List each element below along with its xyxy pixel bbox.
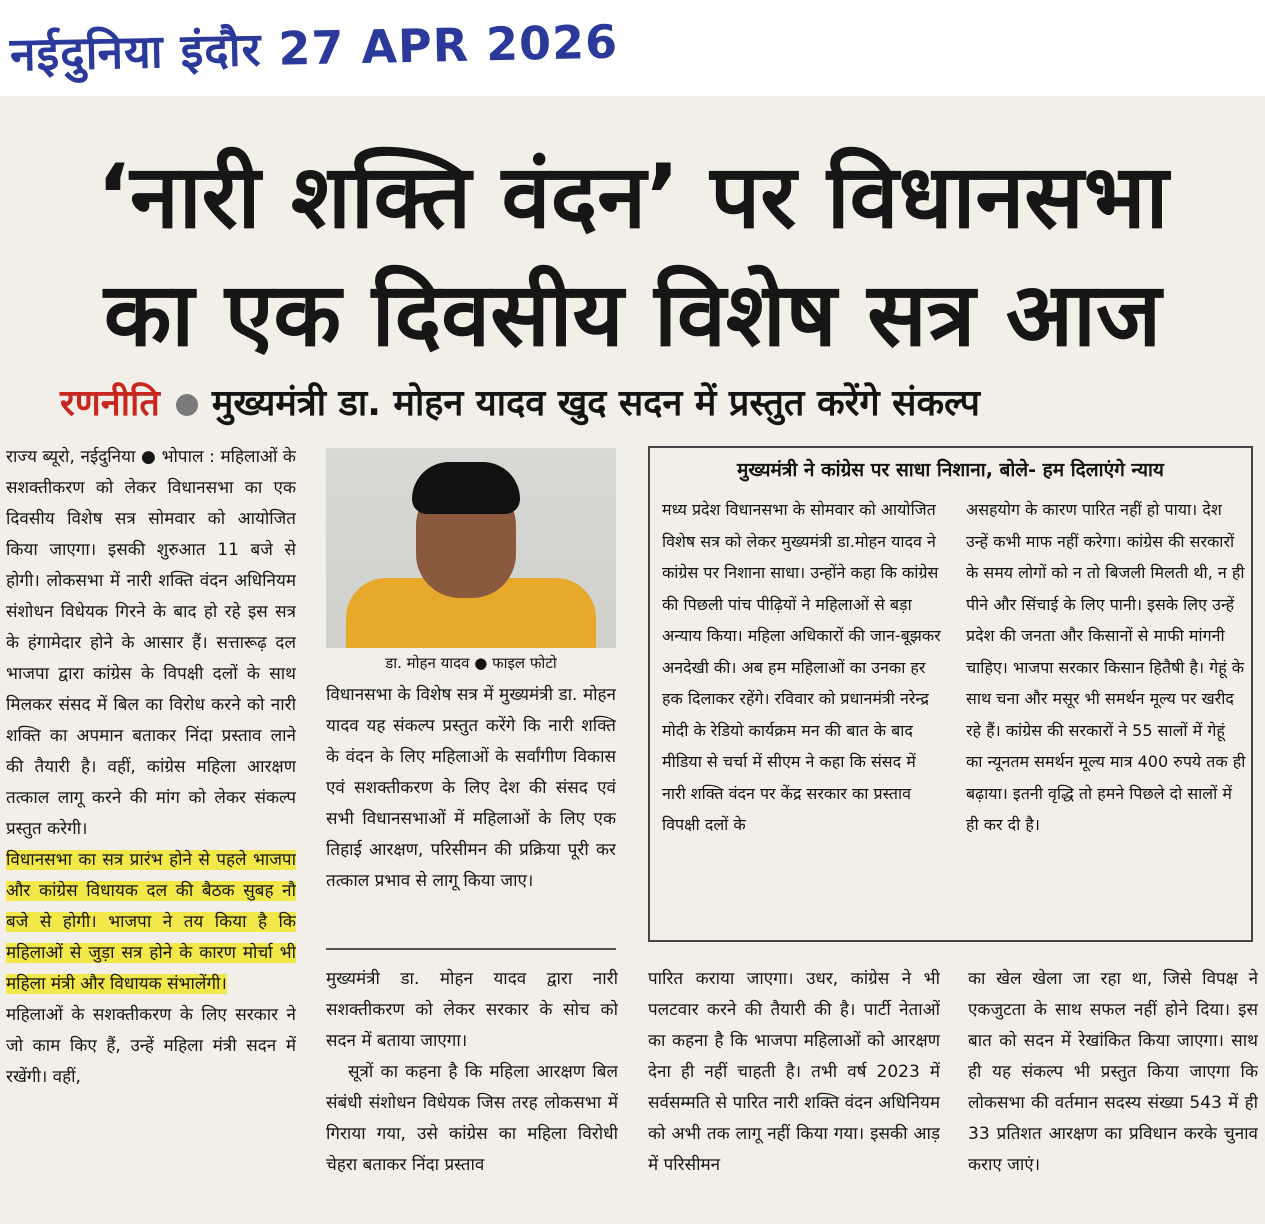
- article-intro: राज्य ब्यूरो, नईदुनिया ● भोपाल : महिलाओं के सशक्तीकरण को लेकर विधानसभा का एक दिवसीय विशेष सत्र सोमवार को आयोजित किया जाएगा। इसकी शुरुआत 11 बजे से होगी। लोकसभा में नारी शक्ति वंदन अधिनियम संशोधन विधेयक गिरने के बाद हो रहे इस सत्र के हंगामेदार होने के आसार हैं। सत्तारूढ़ दल भाजपा द्वारा कांग्रेस के विपक्षी दलों के साथ मिलकर संसद में बिल का विरोध करने को नारी शक्ति का अपमान बताकर निंदा प्रस्ताव लाने की तैयारी है। वहीं, कांग्रेस महिला आरक्षण तत्काल लागू करने की मांग को लेकर संकल्प प्रस्तुत करेगी।: [6, 447, 296, 839]
- subheadline: [60, 374, 980, 434]
- kicker-label: रणनीति: [60, 383, 160, 424]
- highlighted-passage: विधानसभा का सत्र प्रारंभ होने से पहले भाजपा और कांग्रेस विधायक दल की बैठक सुबह नौ बजे से होगी। भाजपा ने तय किया है कि महिलाओं से जुड़ा सत्र होने के कारण मोर्चा भी महिला मंत्री और विधायक संभालेंगी।: [6, 850, 296, 994]
- caption-credit: फाइल फोटो: [492, 654, 557, 672]
- bullet-icon: [176, 394, 198, 416]
- headline-line-2: का एक दिवसीय विशेष सत्र आज: [103, 263, 1162, 366]
- subheadline-text: मुख्यमंत्री डा. मोहन यादव खुद सदन में प्रस्तुत करेंगे संकल्प: [211, 383, 981, 424]
- box-column-left: मध्य प्रदेश विधानसभा के सोमवार को आयोजित विशेष सत्र को लेकर मुख्यमंत्री डा.मोहन यादव ने कांग्रेस पर निशाना साधा। उन्होंने कहा कि कांग्रेस की पिछली पांच पीढ़ियों ने महिलाओं से बड़ा अन्याय किया। महिला अधिकारों की जान-बूझकर अनदेखी की। अब हम महिलाओं का उनका हर हक दिलाकर रहेंगे। रविवार को प्रधानमंत्री नरेन्द्र मोदी के रेडियो कार्यक्रम मन की बात के बाद मीडिया से चर्चा में सीएम ने कहा कि संसद में नारी शक्ति वंदन पर केंद्र सरकार का प्रस्ताव विपक्षी दलों के: [662, 500, 941, 834]
- article-column-2: [326, 680, 616, 940]
- date-stamp: नईदुनिया इंदौर 27 APR 2026: [9, 14, 619, 82]
- photo-caption: [326, 650, 616, 676]
- resolution-paragraph: विधानसभा के विशेष सत्र में मुख्यमंत्री डा. मोहन यादव यह संकल्प प्रस्तुत करेंगे कि नारी शक्ति के वंदन के लिए महिलाओं के सर्वांगीण विकास एवं सशक्तीकरण के लिए देश की संसद एवं सभी विधानसभाओं में महिलाओं के लिए एक तिहाई आरक्षण, परिसीमन की प्रक्रिया पूरी कर तत्काल प्रभाव से लागू किया जाए।: [326, 685, 616, 891]
- caption-dot-icon: ●: [474, 654, 493, 672]
- cm-photo: [326, 448, 616, 648]
- bottom-paragraph-1: मुख्यमंत्री डा. मोहन यादव द्वारा नारी सशक्तीकरण को लेकर सरकार के सोच को सदन में बताया जाएगा।: [326, 969, 618, 1051]
- box-column-right: असहयोग के कारण पारित नहीं हो पाया। देश उन्हें कभी माफ नहीं करेगा। कांग्रेस की सरकारों के समय लोगों को न तो बिजली मिलती थी, न ही पीने और सिंचाई के लिए पानी। इसके लिए उन्हें प्रदेश की जनता और किसानों से माफी मांगनी चाहिए। भाजपा सरकार किसान हितैषी है। गेहूं के साथ चना और मसूर भी समर्थन मूल्य पर खरीद रहे हैं। कांग्रेस की सरकारों ने 55 सालों में गेहूं का न्यूनतम समर्थन मूल्य मात्र 400 रुपये तक ही बढ़ाया। इतनी वृद्धि तो हमने पिछले दो सालों में ही कर दी है।: [966, 500, 1246, 834]
- article-column-4: [648, 964, 940, 1220]
- article-column-3: [326, 964, 618, 1220]
- article-column-1: [6, 442, 296, 1222]
- caption-name: डा. मोहन यादव: [385, 654, 470, 672]
- box-title: मुख्यमंत्री ने कांग्रेस पर साधा निशाना, बोले- हम दिलाएंगे न्याय: [737, 459, 1164, 481]
- photo-hair-shape: [412, 462, 520, 514]
- sidebar-box: [648, 446, 1253, 942]
- headline-line-1: ‘नारी शक्ति वंदन’ पर विधानसभा: [96, 145, 1169, 248]
- article-column-5: [968, 964, 1258, 1220]
- bottom-paragraph-3: पारित कराया जाएगा। उधर, कांग्रेस ने भी पलटवार करने की तैयारी की है। पार्टी नेताओं का कहना है कि भाजपा महिलाओं को आरक्षण देना ही नहीं चाहती है। तभी वर्ष 2023 में सर्वसम्मति से पारित नारी शक्ति वंदन अधिनियम को अभी तक लागू नहीं किया गया। इसकी आड़ में परिसीमन: [648, 969, 940, 1175]
- bottom-paragraph-2: सूत्रों का कहना है कि महिला आरक्षण बिल संबंधी संशोधन विधेयक जिस तरह लोकसभा में गिराया गया, उसे कांग्रेस का महिला विरोधी चेहरा बताकर निंदा प्रस्ताव: [326, 1062, 618, 1175]
- bottom-paragraph-4: का खेल खेला जा रहा था, जिसे विपक्ष ने एकजुटता के साथ सफल नहीं होने दिया। इस बात को सदन में रेखांकित किया जाएगा। साथ ही यह संकल्प भी प्रस्तुत किया जाएगा कि लोकसभा की वर्तमान सदस्य संख्या 543 में ही 33 प्रतिशत आरक्षण का प्रविधान करके चुनाव कराए जाएं।: [968, 969, 1258, 1175]
- column-divider: [326, 948, 616, 950]
- article-continued: महिलाओं के सशक्तीकरण के लिए सरकार ने जो काम किए हैं, उन्हें महिला मंत्री सदन में रखेंगी। वहीं,: [6, 1005, 296, 1087]
- newspaper-clipping: [0, 96, 1265, 1224]
